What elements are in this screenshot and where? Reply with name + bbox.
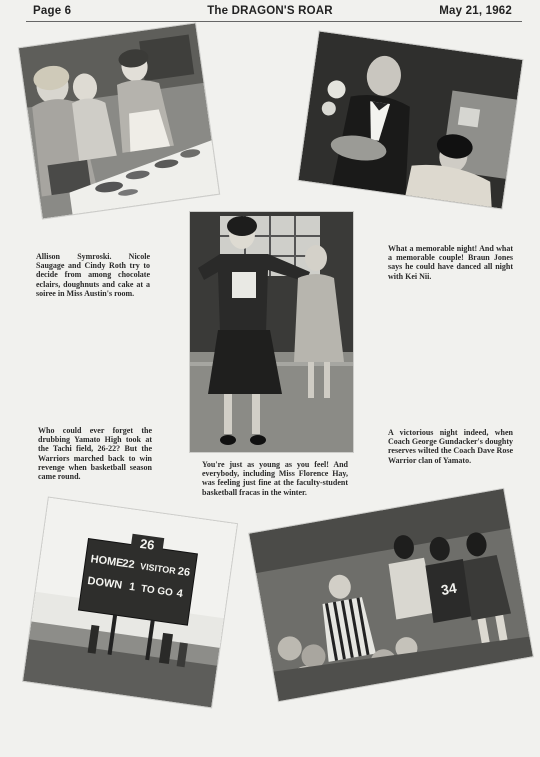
- photo-cheer: [190, 212, 353, 452]
- photo-bake-sale: [19, 23, 219, 218]
- caption-yamato: Who could ever forget the drubbing Yamato High took at the Tachi field, 26-22? But the Warriors marched back to win revenge when basketball season came round.: [38, 426, 152, 482]
- page-number: Page 6: [33, 5, 72, 17]
- scoreboard-home-score: 22: [121, 557, 136, 572]
- issue-date: May 21, 1962: [439, 5, 512, 17]
- newspaper-title: The DRAGON'S ROAR: [207, 5, 333, 17]
- scoreboard-to-go-label: TO GO: [140, 583, 174, 599]
- page-header: [0, 0, 540, 24]
- caption-couple: What a memorable night! And what a memorable couple! Braun Jones says he could have danced all night with Kei Nii.: [388, 244, 513, 281]
- header-rule: [26, 21, 522, 22]
- scoreboard-to-go-value: 4: [175, 587, 184, 601]
- jersey-number: 34: [439, 579, 458, 599]
- scoreboard-visitor-score: 26: [176, 565, 191, 579]
- scoreboard-down-label: DOWN: [86, 574, 123, 592]
- scoreboard-visitor-label: VISITOR: [139, 561, 177, 577]
- scoreboard-down-value: 1: [128, 580, 137, 594]
- caption-bake-sale: Allison Symroski. Nicole Saugage and Cindy Roth try to decide from among chocolate eclairs, doughnuts and cake at a soiree in Miss Austin's room.: [36, 252, 150, 298]
- caption-cheer: You're just as young as you feel! And everybody, including Miss Florence Hay, was feeling just fine at the faculty-student basketball fracas in the winter.: [202, 460, 348, 497]
- caption-victory: A victorious night indeed, when Coach George Gundacker's doughty reserves wilted the Coach Dave Rose Warrior clan of Yamato.: [388, 428, 513, 465]
- photo-couple: [299, 31, 523, 208]
- photo-scoreboard: [23, 498, 237, 708]
- scoreboard-top-score: 26: [139, 535, 156, 553]
- photo-huddle: [249, 489, 533, 701]
- scoreboard-home-label: HOME: [89, 553, 125, 570]
